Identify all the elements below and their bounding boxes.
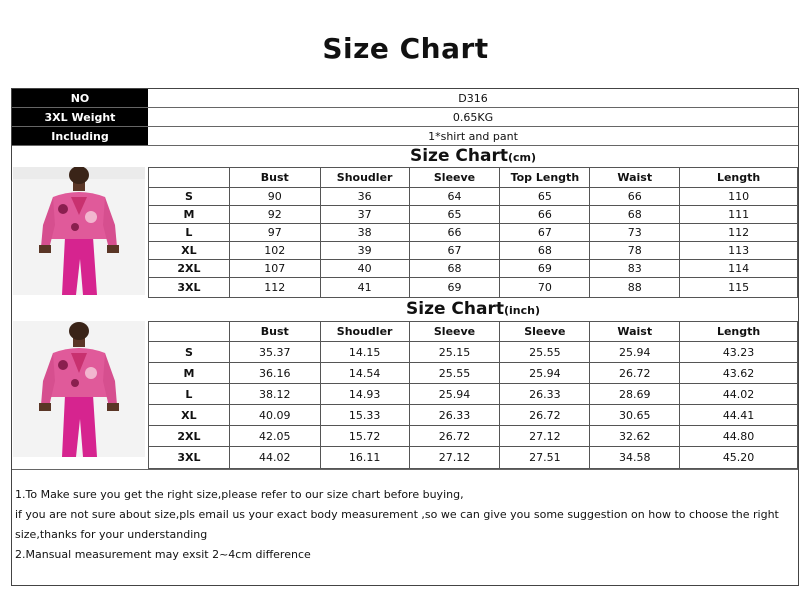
table-header-row [149,168,798,188]
size-chart-frame [11,88,799,586]
table-cell: 30.65 [590,405,680,426]
size-cell: S [149,342,230,363]
section-title-text: Size Chart [406,299,504,319]
header-cell: Sleeve [409,168,500,188]
table-cell: 67 [409,242,500,260]
table-row [149,363,798,384]
product-photo [13,321,145,457]
table-cell: 44.02 [229,447,320,469]
table-row [149,278,798,298]
table-cell: 68 [409,260,500,278]
table-cell: 25.55 [409,363,500,384]
table-cell: 102 [229,242,320,260]
header-cell: Top Length [500,168,590,188]
table-cell: 90 [229,188,320,206]
info-label: 3XL Weight [12,108,148,126]
info-row-including [12,127,798,146]
size-cell: 3XL [149,447,230,469]
size-cell: XL [149,405,230,426]
divider [12,469,798,470]
table-cell: 66 [590,188,680,206]
table-cell: 69 [500,260,590,278]
table-cell: 26.72 [409,426,500,447]
header-cell: Waist [590,322,680,342]
size-cell: 2XL [149,426,230,447]
table-cell: 25.55 [500,342,590,363]
table-row [149,188,798,206]
table-cell: 26.72 [500,405,590,426]
table-cell: 112 [229,278,320,298]
table-cell: 44.80 [680,426,798,447]
header-cell [149,168,230,188]
info-value: 0.65KG [452,110,494,124]
table-cell: 69 [409,278,500,298]
note-line: 1.To Make sure you get the right size,please refer to our size chart before buying, [15,488,464,501]
table-cell: 37 [320,206,409,224]
table-cell: 64 [409,188,500,206]
table-cell: 66 [409,224,500,242]
size-cell: M [149,206,230,224]
table-cell: 25.94 [500,363,590,384]
table-cell: 38.12 [229,384,320,405]
table-row [149,447,798,469]
header-cell: Sleeve [500,322,590,342]
table-cell: 97 [229,224,320,242]
table-cell: 40.09 [229,405,320,426]
table-cell: 43.62 [680,363,798,384]
page-title: Size Chart [322,32,489,65]
header-cell: Sleeve [409,322,500,342]
info-label: Including [12,127,148,145]
table-cell: 27.12 [500,426,590,447]
table-cell: 44.02 [680,384,798,405]
header-cell [149,322,230,342]
table-row [149,342,798,363]
table-cell: 26.33 [500,384,590,405]
table-cell: 25.94 [409,384,500,405]
info-row-no [12,89,798,108]
table-cell: 78 [590,242,680,260]
table-cell: 16.11 [320,447,409,469]
header-cell: Bust [229,322,320,342]
table-cell: 92 [229,206,320,224]
table-cell: 27.12 [409,447,500,469]
table-cell: 26.72 [590,363,680,384]
table-row [149,242,798,260]
info-value: D316 [458,91,488,105]
header-cell: Length [680,322,798,342]
table-cell: 34.58 [590,447,680,469]
size-cell: M [149,363,230,384]
info-label: NO [12,89,148,107]
section-unit: (cm) [507,151,537,164]
table-cell: 25.15 [409,342,500,363]
header-cell: Bust [229,168,320,188]
table-cell: 36 [320,188,409,206]
table-cell: 112 [680,224,798,242]
header-cell: Shoudler [320,322,409,342]
header-cell: Length [680,168,798,188]
table-cell: 70 [500,278,590,298]
table-cell: 26.33 [409,405,500,426]
size-cell: 3XL [149,278,230,298]
table-cell: 113 [680,242,798,260]
table-cell: 32.62 [590,426,680,447]
info-value: 1*shirt and pant [428,129,518,143]
table-cell: 40 [320,260,409,278]
table-cell: 88 [590,278,680,298]
table-cell: 67 [500,224,590,242]
size-cell: L [149,384,230,405]
cm-section-title [148,146,798,166]
note-line: if you are not sure about size,pls email us your exact body measurement ,so we can give you some suggestion on how to choose the right size,thanks for your understanding [15,508,779,541]
notes [15,485,795,565]
inch-section-title [148,299,798,319]
table-cell: 68 [590,206,680,224]
table-cell: 41 [320,278,409,298]
table-cell: 36.16 [229,363,320,384]
table-cell: 65 [500,188,590,206]
table-row [149,384,798,405]
header-cell: Shoudler [320,168,409,188]
table-header-row [149,322,798,342]
table-cell: 35.37 [229,342,320,363]
header-cell: Waist [590,168,680,188]
table-cell: 27.51 [500,447,590,469]
table-cell: 114 [680,260,798,278]
table-cell: 111 [680,206,798,224]
table-cell: 65 [409,206,500,224]
size-cell: S [149,188,230,206]
size-cell: XL [149,242,230,260]
info-row-weight [12,108,798,127]
size-cell: L [149,224,230,242]
table-cell: 14.54 [320,363,409,384]
table-row [149,405,798,426]
table-cell: 68 [500,242,590,260]
table-cell: 28.69 [590,384,680,405]
table-cell: 15.72 [320,426,409,447]
table-cell: 15.33 [320,405,409,426]
table-cell: 38 [320,224,409,242]
table-cell: 39 [320,242,409,260]
table-row [149,206,798,224]
note-line: 2.Mansual measurement may exsit 2~4cm difference [15,548,311,561]
product-photo [13,167,145,295]
size-table-cm [148,167,798,298]
table-cell: 107 [229,260,320,278]
table-row [149,260,798,278]
table-cell: 25.94 [590,342,680,363]
section-title-text: Size Chart [409,146,508,166]
table-row [149,426,798,447]
size-table-inch [148,321,798,469]
table-cell: 110 [680,188,798,206]
table-cell: 73 [590,224,680,242]
section-unit: (inch) [503,304,540,317]
table-row [149,224,798,242]
table-cell: 44.41 [680,405,798,426]
table-cell: 14.15 [320,342,409,363]
size-cell: 2XL [149,260,230,278]
table-cell: 45.20 [680,447,798,469]
table-cell: 43.23 [680,342,798,363]
table-cell: 14.93 [320,384,409,405]
table-cell: 83 [590,260,680,278]
table-cell: 66 [500,206,590,224]
table-cell: 115 [680,278,798,298]
table-cell: 42.05 [229,426,320,447]
